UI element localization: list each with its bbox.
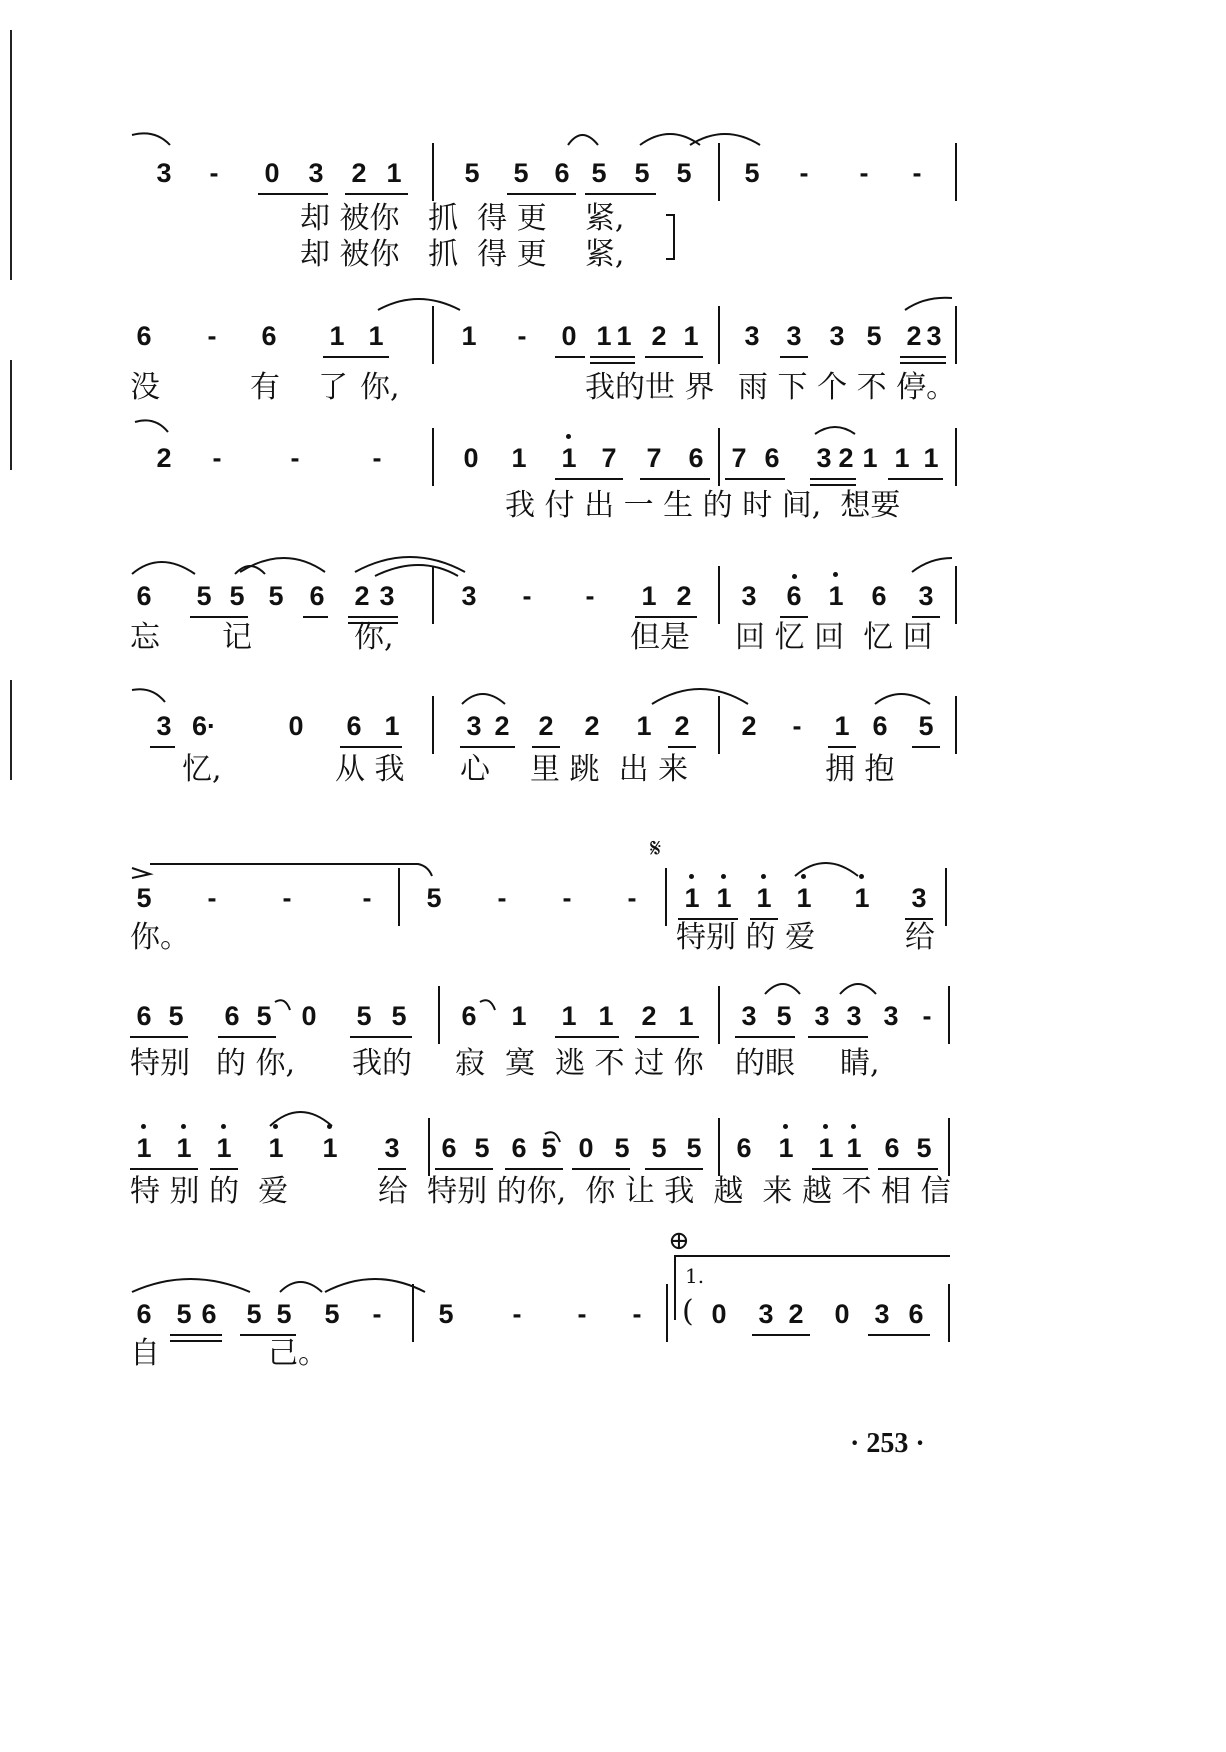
note: 0 [578,1133,594,1163]
note: 2 [584,711,600,741]
note: 6 [554,158,570,188]
note: 1 [796,883,812,913]
note: 5 [651,1133,667,1163]
note: 6 [136,321,152,351]
underline-beam [808,1036,868,1038]
lyric: 雨 下 个 不 停。 [738,370,957,405]
note-dash: - [922,1001,932,1031]
note-dash: - [632,1299,642,1329]
note: 6 [764,443,780,473]
barline [718,986,720,1044]
note: 1 [818,1133,834,1163]
note: 5 [324,1299,340,1329]
octave-dot [833,572,838,577]
underline-beam [668,746,696,748]
note: 5 [541,1133,557,1163]
note: 5 [176,1299,192,1329]
note-dash: - [585,581,595,611]
note: 1 [368,321,384,351]
octave-dot [689,874,694,879]
underline-beam [640,478,710,480]
note-dash: - [577,1299,587,1329]
lyric-line-1: 却 被你 抓 得 更 紧, [300,201,625,236]
note: 1 [596,321,612,351]
underline-beam [912,616,940,618]
note: 5 [474,1133,490,1163]
note: 5 [276,1299,292,1329]
note: 1 [216,1133,232,1163]
octave-dot [761,874,766,879]
note: 1 [778,1133,794,1163]
note: 1 [268,1133,284,1163]
note-dash: - [372,443,382,473]
underline-beam [460,746,515,748]
underline-beam [555,356,585,358]
octave-dot [327,1124,332,1129]
lyric: 心 [460,752,490,787]
note: 2 [538,711,554,741]
lyric: 拥 抱 [825,752,895,787]
note: 1 [894,443,910,473]
underline-beam [505,1168,563,1170]
underline-beam [218,1036,276,1038]
note: 1 [854,883,870,913]
lyric: 里 跳 出 来 [530,752,689,787]
underline-beam [878,1168,938,1170]
note: 5 [438,1299,454,1329]
lyric: 我的 [352,1046,412,1081]
note: 2 [676,581,692,611]
underline-beam [323,356,389,358]
note: 1 [828,581,844,611]
note: 1 [511,1001,527,1031]
note: 6 [441,1133,457,1163]
note: 1 [598,1001,614,1031]
note: 2 [651,321,667,351]
note: 1 [511,443,527,473]
note: 1 [384,711,400,741]
underline-beam [645,356,703,358]
segno-sign: 𝄋 [650,834,662,864]
note: 1 [641,581,657,611]
lyric-line-2: 却 被你 抓 得 更 紧, [300,237,625,272]
barline [955,306,957,364]
note: 5 [464,158,480,188]
slur-marks [0,578,1226,638]
barline [948,986,950,1044]
note: 5 [426,883,442,913]
note: 1 [461,321,477,351]
note: 5 [356,1001,372,1031]
note: 6 [786,581,802,611]
lyric: 我 付 出 一 生 的 时 间, 想要 [505,488,901,523]
note-dash: - [282,883,292,913]
note: 6 [136,1001,152,1031]
note: 0 [264,158,280,188]
note: 5 [686,1133,702,1163]
note: 2 [674,711,690,741]
lyric: 给 [905,920,935,955]
octave-dot [801,874,806,879]
note: 3 [308,158,324,188]
barline [438,986,440,1044]
barline [945,868,947,926]
note: 5 [268,581,284,611]
note: 1 [322,1133,338,1163]
underline-beam [210,1168,238,1170]
underline-beam [170,1340,222,1342]
lyric: 回 忆 回 忆 回 [735,620,933,655]
octave-dot [792,574,797,579]
note: 6 [136,1299,152,1329]
note-dash: - [497,883,507,913]
note: 3 [911,883,927,913]
lyric: 特别 [130,1046,190,1081]
underline-beam [572,1168,630,1170]
note-dash: - [859,158,869,188]
barline [412,1284,414,1342]
note-dash: - [562,883,572,913]
underline-beam [378,1168,406,1170]
note: 5 [513,158,529,188]
underline-beam [912,746,940,748]
note: 0 [463,443,479,473]
note: 2 [788,1299,804,1329]
note: 6 [872,711,888,741]
barline [398,868,400,926]
octave-dot [859,874,864,879]
underline-beam [900,362,946,364]
lyric: 你, [360,370,400,405]
lyric: 特别 的 爱 [676,920,816,955]
volta-number: 1. [685,1264,705,1288]
note: 1 [923,443,939,473]
note-dash: - [209,158,219,188]
lyric: 忘 [130,620,160,655]
underline-beam [868,1334,930,1336]
barline [718,696,720,754]
note: 3 [829,321,845,351]
note: 1 [756,883,772,913]
barline [428,1118,430,1176]
note: 3 [741,581,757,611]
note: 6 [309,581,325,611]
note: 0 [834,1299,850,1329]
barline [432,428,434,486]
note: 2 [354,581,370,611]
note: 2 [641,1001,657,1031]
underline-beam [888,478,943,480]
underline-beam [170,1334,222,1336]
note: 6 [346,711,362,741]
open-parenthesis: ( [682,1294,694,1329]
note: 3 [816,443,832,473]
barline [955,696,957,754]
note: 6 [261,321,277,351]
note-dash: - [799,158,809,188]
underline-beam [303,616,328,618]
note: 5 [391,1001,407,1031]
underline-beam [348,616,398,618]
octave-dot [721,874,726,879]
note: 5 [246,1299,262,1329]
barline [955,428,957,486]
underline-beam [350,1036,412,1038]
lyric: 从 我 [335,752,405,787]
octave-dot [181,1124,186,1129]
note: 3 [918,581,934,611]
note: 2 [494,711,510,741]
note-dash: - [290,443,300,473]
note: 7 [601,443,617,473]
note: 1 [176,1133,192,1163]
note: 3 [786,321,802,351]
note: 1 [561,443,577,473]
underline-beam [780,356,808,358]
note: 7 [731,443,747,473]
note: 5 [776,1001,792,1031]
underline-beam [150,746,175,748]
note: 5 [168,1001,184,1031]
note: 3 [758,1299,774,1329]
lyric: 但是 [630,620,690,655]
underline-beam [735,1036,795,1038]
note: 1 [329,321,345,351]
note: 0 [711,1299,727,1329]
barline [948,1118,950,1176]
note: 1 [636,711,652,741]
note: 5 [744,158,760,188]
note: 1 [862,443,878,473]
note: 6 [908,1299,924,1329]
note: 3 [874,1299,890,1329]
lyric: 没 [130,370,160,405]
note: 6 [461,1001,477,1031]
underline-beam [130,1036,188,1038]
note: 5 [256,1001,272,1031]
lyric: 逃 不 过 你 [555,1046,704,1081]
note-dash: - [207,883,217,913]
barline [432,696,434,754]
note: 1 [834,711,850,741]
octave-dot [783,1124,788,1129]
lyric: 自 [130,1336,160,1371]
lyric: 己。 [268,1336,328,1371]
lyric: 寂 [455,1046,485,1081]
underline-beam [190,616,248,618]
note: 5 [136,883,152,913]
underline-beam [900,356,946,358]
note-dash: - [522,581,532,611]
lyric: 睛, [840,1046,880,1081]
note: 5 [918,711,934,741]
underline-beam [812,1168,868,1170]
repeat-bracket [0,155,1226,295]
barline [665,868,667,926]
note: 1 [684,883,700,913]
note: 3 [379,581,395,611]
note: 6 [224,1001,240,1031]
lyric: 给 特别 的你, 你 让 我 越 来 越 不 相 信 [378,1174,951,1209]
lyric: 特 别 的 爱 [130,1174,289,1209]
note: 2 [906,321,922,351]
page-number-value: 253 [866,1428,909,1459]
note: 5 [676,158,692,188]
underline-beam [635,1036,699,1038]
note-dash: - [362,883,372,913]
underline-beam [590,356,635,358]
note: 3 [814,1001,830,1031]
barline [718,1118,720,1176]
underline-beam [340,746,402,748]
note: 2 [351,158,367,188]
barline [432,306,434,364]
note: 1 [561,1001,577,1031]
underline-beam [555,478,623,480]
note: 3 [156,711,172,741]
barline [666,1284,668,1342]
lyric: 有 [250,370,280,405]
underline-beam [590,362,635,364]
underline-beam [752,1334,810,1336]
lyric: 的 你, [216,1046,296,1081]
note: 3 [461,581,477,611]
note: 0 [561,321,577,351]
note: 6 [884,1133,900,1163]
underline-beam [645,1168,703,1170]
lyric: 了 [318,370,348,405]
underline-beam [555,1036,619,1038]
lyric: 忆, [182,752,222,787]
note: 5 [634,158,650,188]
note-dash: - [792,711,802,741]
note: 5 [229,581,245,611]
note: 3 [384,1133,400,1163]
note-dash: - [627,883,637,913]
barline [955,566,957,624]
note-dash: - [512,1299,522,1329]
barline [948,1284,950,1342]
note: 5 [614,1133,630,1163]
page-number: · 253 · [850,1428,925,1459]
note: 1 [683,321,699,351]
underline-beam [828,746,856,748]
lyric: 你, [354,620,394,655]
note: 5 [866,321,882,351]
note: 1 [386,158,402,188]
underline-beam [810,484,856,486]
underline-beam [130,1168,198,1170]
note: 6 [201,1299,217,1329]
note: 3 [744,321,760,351]
lyric: 的眼 [735,1046,795,1081]
note: 6 [688,443,704,473]
octave-dot [141,1124,146,1129]
octave-dot [566,434,571,439]
note-dash: - [912,158,922,188]
note: 6 [736,1133,752,1163]
lyric: 记 [222,620,252,655]
underline-beam [532,746,560,748]
note: 1 [716,883,732,913]
note-dash: - [207,321,217,351]
lyric: 寞 [505,1046,535,1081]
underline-beam [725,478,785,480]
note: 3 [926,321,942,351]
lyric: 我的世 界 [585,370,715,405]
note: 2 [741,711,757,741]
note: 1 [136,1133,152,1163]
underline-beam [810,478,856,480]
note: 3 [846,1001,862,1031]
octave-dot [823,1124,828,1129]
note: 5 [591,158,607,188]
note: 0 [301,1001,317,1031]
octave-dot [221,1124,226,1129]
note: 6 [511,1133,527,1163]
note: 6 [136,581,152,611]
note: 3 [156,158,172,188]
note: 0 [288,711,304,741]
note: 2 [838,443,854,473]
note-dash: - [517,321,527,351]
octave-dot [851,1124,856,1129]
note: 1 [678,1001,694,1031]
barline [432,566,434,624]
coda-sign: ⊕ [668,1226,690,1256]
note: 3 [741,1001,757,1031]
note-dash: - [372,1299,382,1329]
lyric: 你。 [130,920,190,955]
barline [718,428,720,486]
note: 5 [916,1133,932,1163]
note: 3 [883,1001,899,1031]
note: 3 [466,711,482,741]
note: 6· [191,711,216,741]
barline [718,306,720,364]
note: 2 [156,443,172,473]
barline [718,566,720,624]
note: 1 [616,321,632,351]
underline-beam [635,616,697,618]
note-dash: - [212,443,222,473]
underline-beam [435,1168,493,1170]
note: 7 [646,443,662,473]
underline-beam [780,616,808,618]
note: 1 [846,1133,862,1163]
note: 5 [196,581,212,611]
octave-dot [273,1124,278,1129]
note: 6 [871,581,887,611]
